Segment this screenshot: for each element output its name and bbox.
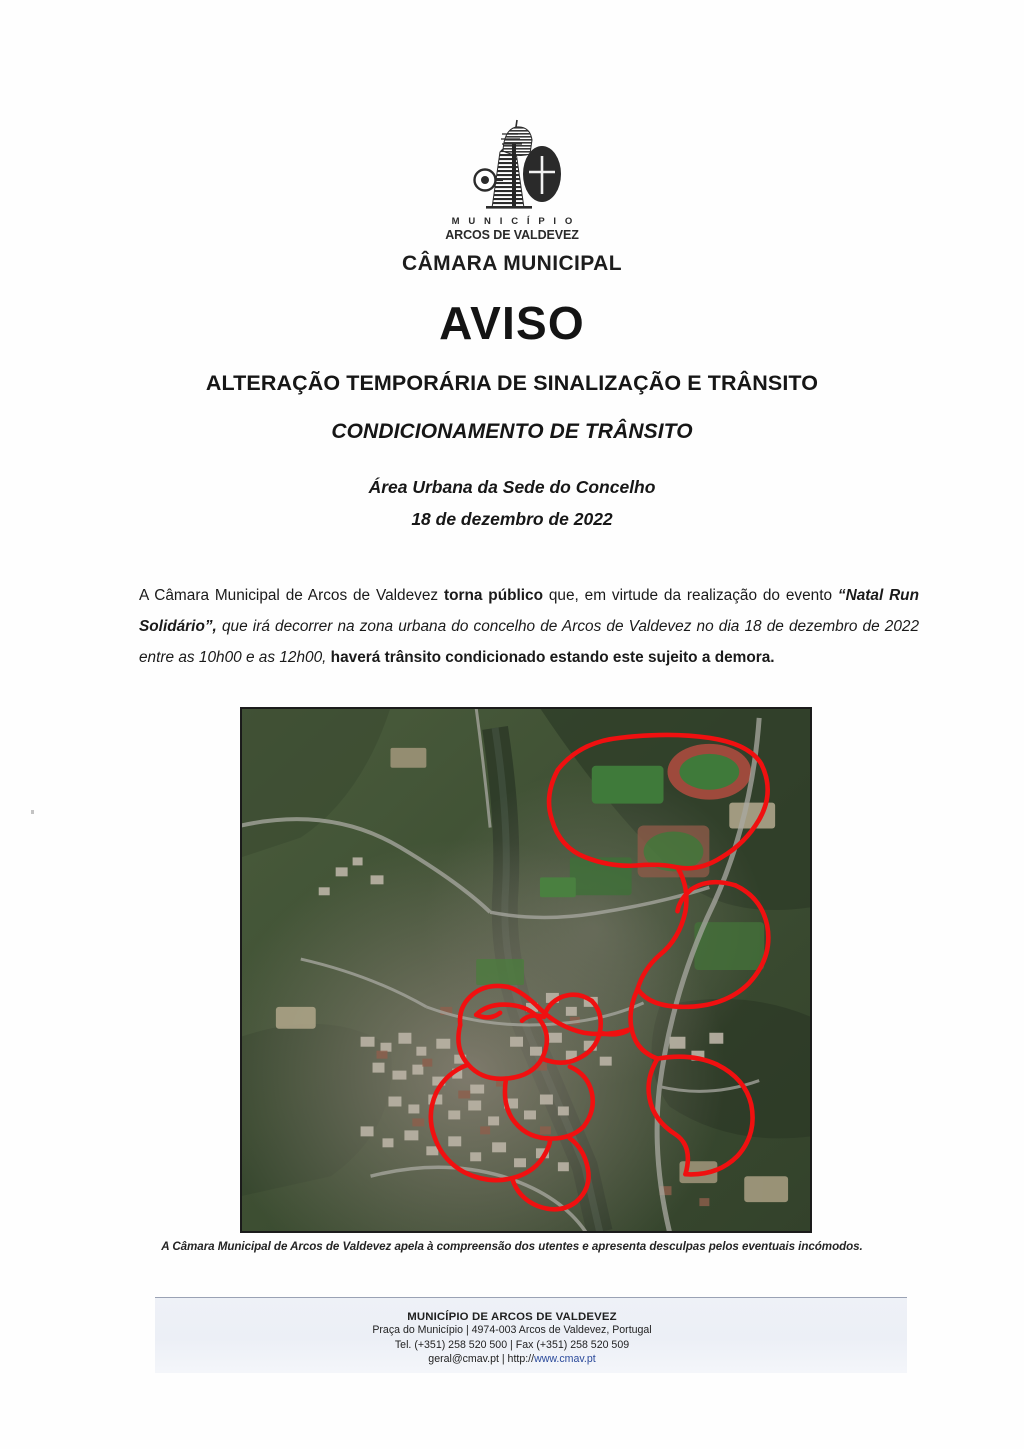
notice-body — [139, 580, 919, 673]
body-segment-event-name: “Natal Run Solidário”, — [139, 587, 919, 636]
footer-organisation — [0, 1311, 1024, 1323]
logo-word-municipio: M U N I C Í P I O — [451, 216, 576, 227]
footer-email: geral@cmav.pt | http:// — [428, 1353, 535, 1366]
footer-organisation-text: MUNICÍPIO DE ARCOS DE VALDEVEZ — [407, 1311, 617, 1323]
footer-website-link[interactable]: www.cmav.pt — [534, 1353, 596, 1366]
subtitle-primary: ALTERAÇÃO TEMPORÁRIA DE SINALIZAÇÃO E TRÂNSITO — [205, 371, 819, 395]
body-segment-torna-publico: torna público — [443, 587, 544, 605]
page-title: AVISO — [439, 297, 585, 349]
date-label: 18 de dezembro de 2022 — [411, 509, 613, 529]
scope-label: Área Urbana da Sede do Concelho — [368, 477, 656, 497]
subtitle-secondary: CONDICIONAMENTO DE TRÂNSITO — [331, 420, 693, 443]
body-segment-3: que, em virtude da realização do evento — [543, 587, 838, 605]
scan-artifact — [31, 810, 34, 814]
municipal-logo — [0, 118, 1024, 242]
footer-phone: Tel. (+351) 258 520 500 | Fax (+351) 258 520 509 — [394, 1338, 630, 1351]
footer-address: Praça do Município | 4974-003 Arcos de Valdevez, Portugal — [372, 1324, 652, 1336]
body-segment-1: A Câmara Municipal de Arcos de Valdevez — [139, 587, 444, 605]
coat-of-arms-icon — [456, 118, 568, 214]
route-map-image — [240, 707, 812, 1233]
footer-divider — [155, 1297, 907, 1298]
institution-label: CÂMARA MUNICIPAL — [402, 252, 622, 275]
logo-municipality-name: ARCOS DE VALDEVEZ — [445, 228, 579, 242]
body-segment-6: haverá trânsito condicionado estando este sujeito a demora. — [326, 649, 775, 667]
footer-email-website — [0, 1352, 1024, 1367]
map-caption: A Câmara Municipal de Arcos de Valdevez apela à compreensão dos utentes e apresenta desculpas pelos eventuais incómodos. — [161, 1240, 863, 1253]
footer-contact-block — [0, 1311, 1024, 1367]
body-segment-5: que irá decorrer na zona urbana do concelho de Arcos de Valdevez no dia 18 de dezembro de 2022 entre as 10h00 e as 12h00, — [139, 618, 919, 667]
